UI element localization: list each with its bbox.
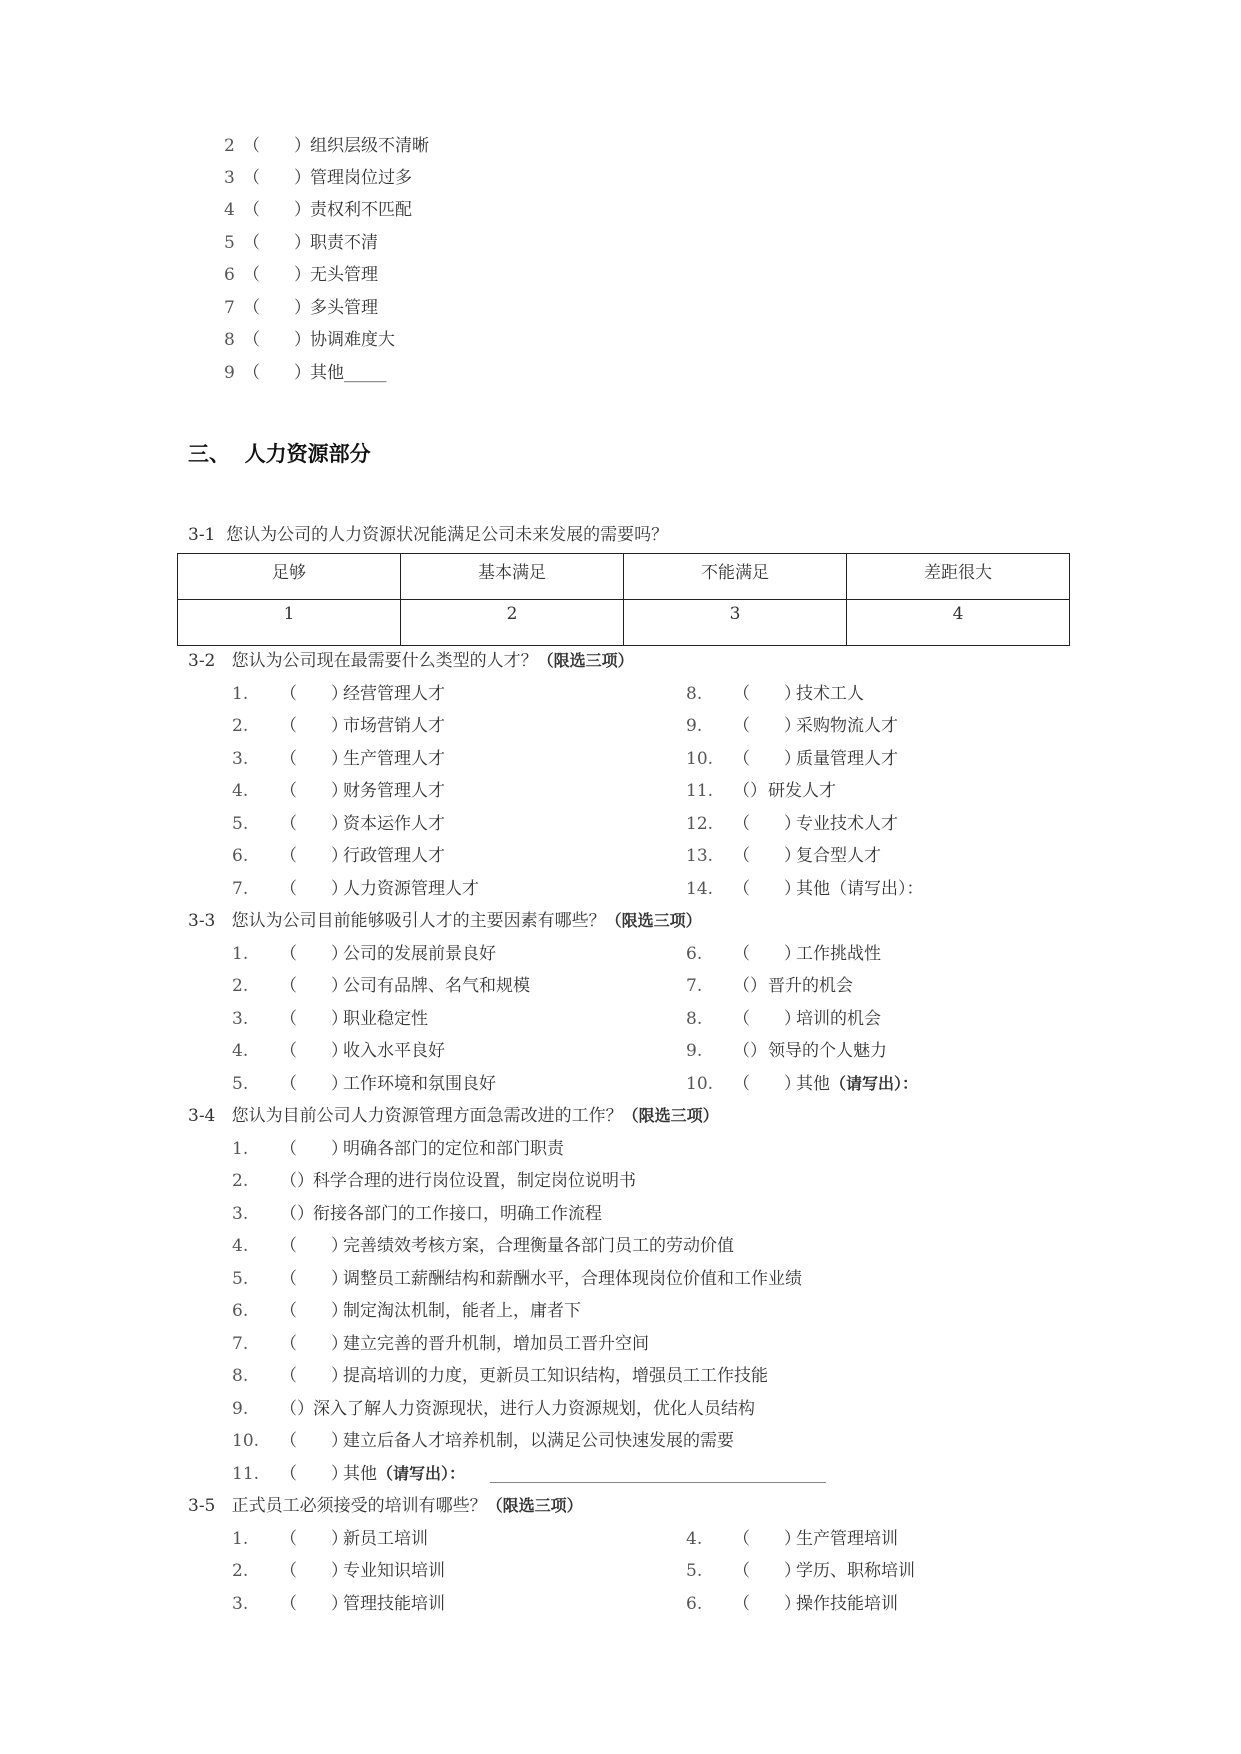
option-number: 5.	[232, 1074, 249, 1094]
checkbox-paren[interactable]: （ ）	[280, 1464, 348, 1484]
checkbox-paren[interactable]: （ ）	[280, 1529, 348, 1549]
option-text: 领导的个人魅力	[768, 1041, 887, 1061]
option-number: 2.	[232, 1171, 249, 1191]
option-text: 新员工培训	[343, 1529, 428, 1549]
option-text: 其他（请写出）：	[796, 879, 924, 899]
option-text: 收入水平良好	[343, 1041, 445, 1061]
option-number: 10.	[686, 749, 714, 769]
checkbox-paren[interactable]: （ ）	[733, 749, 801, 769]
checkbox-paren[interactable]: （ ）	[243, 200, 311, 220]
list-item-text: 管理岗位过多	[310, 168, 412, 188]
checkbox-paren[interactable]: （ ）	[280, 1366, 348, 1386]
checkbox-paren[interactable]: （ ）	[280, 781, 348, 801]
list-item-text: 其他_____	[310, 363, 387, 383]
option-number: 6.	[232, 1301, 249, 1321]
list-item-text: 责权利不匹配	[310, 200, 412, 220]
list-number: 8	[224, 330, 235, 350]
option-text: 生产管理培训	[796, 1529, 898, 1549]
option-text: 调整员工薪酬结构和薪酬水平，合理体现岗位价值和工作业绩	[343, 1269, 802, 1289]
option-text	[796, 1074, 918, 1094]
checkbox-paren[interactable]: （ ）	[280, 944, 348, 964]
option-number: 2.	[232, 1561, 249, 1581]
option-number: 5.	[232, 1269, 249, 1289]
checkbox-paren[interactable]: （ ）	[280, 1009, 348, 1029]
checkbox-paren[interactable]: （ ）	[243, 330, 311, 350]
list-item-text: 协调难度大	[310, 330, 395, 350]
limit-note: （限选三项）	[486, 1496, 583, 1515]
scale-header: 不能满足	[624, 554, 847, 600]
option-label: 其他	[343, 1464, 377, 1484]
checkbox-paren[interactable]: （ ）	[280, 1594, 348, 1614]
option-text: 财务管理人才	[343, 781, 445, 801]
option-number: 10.	[232, 1431, 260, 1451]
checkbox-paren[interactable]: （ ）	[733, 1074, 801, 1094]
checkbox-paren[interactable]: （ ）	[280, 1074, 348, 1094]
checkbox-paren[interactable]: （ ）	[280, 814, 348, 834]
option-text: 管理技能培训	[343, 1594, 445, 1614]
option-text: 衔接各部门的工作接口，明确工作流程	[313, 1204, 602, 1224]
option-number: 8.	[232, 1366, 249, 1386]
option-text: 建立后备人才培养机制，以满足公司快速发展的需要	[343, 1431, 734, 1451]
list-number: 6	[224, 265, 235, 285]
checkbox-paren[interactable]: （ ）	[733, 879, 801, 899]
option-text: 经营管理人才	[343, 684, 445, 704]
checkbox-paren[interactable]: （ ）	[733, 944, 801, 964]
checkbox-paren[interactable]: （）	[733, 781, 767, 801]
option-text: 工作环境和氛围良好	[343, 1074, 496, 1094]
option-text: 职业稳定性	[343, 1009, 428, 1029]
option-text: 明确各部门的定位和部门职责	[343, 1139, 564, 1159]
checkbox-paren[interactable]: （ ）	[280, 846, 348, 866]
checkbox-paren[interactable]: （ ）	[243, 363, 311, 383]
checkbox-paren[interactable]: （ ）	[280, 1236, 348, 1256]
option-text: 操作技能培训	[796, 1594, 898, 1614]
option-number: 3.	[232, 749, 249, 769]
list-number: 3	[224, 168, 235, 188]
option-number: 7.	[686, 976, 703, 996]
option-number: 13.	[686, 846, 714, 866]
option-number: 1.	[232, 1529, 249, 1549]
section-heading: 三、 人力资源部分	[188, 442, 371, 466]
option-text: 学历、职称培训	[796, 1561, 915, 1581]
option-number: 9.	[686, 1041, 703, 1061]
option-text: 工作挑战性	[796, 944, 881, 964]
option-number: 11.	[232, 1464, 260, 1484]
checkbox-paren[interactable]: （ ）	[280, 1561, 348, 1581]
question-3-3-label	[188, 911, 702, 931]
checkbox-paren[interactable]: （ ）	[280, 716, 348, 736]
question-text: 3-4 您认为目前公司人力资源管理方面急需改进的工作？	[188, 1106, 623, 1126]
scale-header: 差距很大	[847, 554, 1070, 600]
option-label: 其他	[796, 1074, 830, 1094]
checkbox-paren[interactable]: （ ）	[733, 1009, 801, 1029]
option-text: 专业知识培训	[343, 1561, 445, 1581]
question-text: 3-2 您认为公司现在最需要什么类型的人才？	[188, 651, 538, 671]
checkbox-paren[interactable]: （ ）	[733, 846, 801, 866]
option-number: 1.	[232, 944, 249, 964]
option-text: 行政管理人才	[343, 846, 445, 866]
option-text: 专业技术人才	[796, 814, 898, 834]
option-number: 4.	[232, 1236, 249, 1256]
list-number: 2	[224, 136, 235, 156]
checkbox-paren[interactable]: （ ）	[243, 298, 311, 318]
checkbox-paren[interactable]: （）	[733, 976, 767, 996]
option-text: 科学合理的进行岗位设置，制定岗位说明书	[313, 1171, 636, 1191]
option-number: 12.	[686, 814, 714, 834]
option-number: 10.	[686, 1074, 714, 1094]
question-text: 3-3 您认为公司目前能够吸引人才的主要因素有哪些？	[188, 911, 606, 931]
checkbox-paren[interactable]: （ ）	[280, 1041, 348, 1061]
option-text: 采购物流人才	[796, 716, 898, 736]
option-number: 7.	[232, 879, 249, 899]
option-text: 制定淘汰机制，能者上，庸者下	[343, 1301, 581, 1321]
option-text: 技术工人	[796, 684, 864, 704]
option-text: 质量管理人才	[796, 749, 898, 769]
option-number: 6.	[232, 846, 249, 866]
option-number: 5.	[232, 814, 249, 834]
checkbox-paren[interactable]: （ ）	[243, 168, 311, 188]
question-3-1-label: 3-1 您认为公司的人力资源状况能满足公司未来发展的需要吗？	[188, 525, 669, 545]
option-number: 3.	[232, 1594, 249, 1614]
list-item-text: 职责不清	[310, 233, 378, 253]
option-text: 提高培训的力度，更新员工知识结构，增强员工工作技能	[343, 1366, 768, 1386]
checkbox-paren[interactable]: （ ）	[280, 749, 348, 769]
checkbox-paren[interactable]: （ ）	[733, 684, 801, 704]
checkbox-paren[interactable]: （）	[733, 1041, 767, 1061]
scale-header: 基本满足	[401, 554, 624, 600]
checkbox-paren[interactable]: （ ）	[280, 1139, 348, 1159]
list-item-text: 组织层级不清晰	[310, 136, 429, 156]
checkbox-paren[interactable]: （ ）	[733, 814, 801, 834]
scale-option[interactable]: 4	[847, 600, 1070, 646]
limit-note: （限选三项）	[537, 651, 634, 670]
option-number: 1.	[232, 1139, 249, 1159]
checkbox-paren[interactable]: （ ）	[280, 684, 348, 704]
checkbox-paren[interactable]: （ ）	[280, 879, 348, 899]
scale-option[interactable]: 1	[178, 600, 401, 646]
option-number: 2.	[232, 716, 249, 736]
checkbox-paren[interactable]: （ ）	[243, 136, 311, 156]
list-number: 7	[224, 298, 235, 318]
checkbox-paren[interactable]: （ ）	[733, 1594, 801, 1614]
option-number: 4.	[686, 1529, 703, 1549]
write-in-note: （请写出）：	[377, 1464, 466, 1483]
option-text: 深入了解人力资源现状，进行人力资源规划，优化人员结构	[313, 1399, 755, 1419]
option-number: 11.	[686, 781, 714, 801]
option-number: 7.	[232, 1334, 249, 1354]
scale-option[interactable]: 3	[624, 600, 847, 646]
option-text: 人力资源管理人才	[343, 879, 479, 899]
option-text: 公司有品牌、名气和规模	[343, 976, 530, 996]
option-text: 资本运作人才	[343, 814, 445, 834]
rating-scale-table	[177, 553, 1070, 646]
scale-header: 足够	[178, 554, 401, 600]
option-text: 公司的发展前景良好	[343, 944, 496, 964]
checkbox-paren[interactable]: （ ）	[280, 976, 348, 996]
checkbox-paren[interactable]: （ ）	[280, 1431, 348, 1451]
option-text: 完善绩效考核方案，合理衡量各部门员工的劳动价值	[343, 1236, 734, 1256]
checkbox-paren[interactable]: （ ）	[280, 1269, 348, 1289]
checkbox-paren[interactable]: （ ）	[280, 1301, 348, 1321]
option-text: 生产管理人才	[343, 749, 445, 769]
list-number: 5	[224, 233, 235, 253]
checkbox-paren[interactable]: （）	[280, 1171, 314, 1191]
option-number: 8.	[686, 1009, 703, 1029]
option-number: 2.	[232, 976, 249, 996]
option-number: 1.	[232, 684, 249, 704]
option-number: 6.	[686, 944, 703, 964]
option-number: 9.	[232, 1399, 249, 1419]
option-number: 5.	[686, 1561, 703, 1581]
list-number: 4	[224, 200, 235, 220]
option-number: 3.	[232, 1204, 249, 1224]
limit-note: （限选三项）	[605, 911, 702, 930]
scale-option[interactable]: 2	[401, 600, 624, 646]
write-in-blank[interactable]: __________________________________________	[490, 1464, 826, 1483]
option-number: 14.	[686, 879, 714, 899]
list-number: 9	[224, 363, 235, 383]
option-number: 3.	[232, 1009, 249, 1029]
option-number: 4.	[232, 781, 249, 801]
question-3-4-label	[188, 1106, 719, 1126]
checkbox-paren[interactable]: （ ）	[733, 716, 801, 736]
option-number: 8.	[686, 684, 703, 704]
checkbox-paren[interactable]: （）	[280, 1204, 314, 1224]
write-in-note: （请写出）：	[830, 1074, 919, 1093]
checkbox-paren[interactable]: （）	[280, 1399, 314, 1419]
option-number: 6.	[686, 1594, 703, 1614]
option-number: 4.	[232, 1041, 249, 1061]
checkbox-paren[interactable]: （ ）	[243, 265, 311, 285]
option-text: 培训的机会	[796, 1009, 881, 1029]
option-text: 晋升的机会	[768, 976, 853, 996]
checkbox-paren[interactable]: （ ）	[243, 233, 311, 253]
checkbox-paren[interactable]: （ ）	[733, 1561, 801, 1581]
option-text	[343, 1464, 465, 1484]
option-text: 研发人才	[768, 781, 836, 801]
option-text: 复合型人才	[796, 846, 881, 866]
question-3-2-label	[188, 651, 634, 671]
list-item-text: 无头管理	[310, 265, 378, 285]
list-item-text: 多头管理	[310, 298, 378, 318]
question-3-5-label	[188, 1496, 583, 1516]
checkbox-paren[interactable]: （ ）	[733, 1529, 801, 1549]
option-text: 市场营销人才	[343, 716, 445, 736]
option-text: 建立完善的晋升机制，增加员工晋升空间	[343, 1334, 649, 1354]
question-text: 3-5 正式员工必须接受的培训有哪些？	[188, 1496, 487, 1516]
option-number: 9.	[686, 716, 703, 736]
limit-note: （限选三项）	[622, 1106, 719, 1125]
checkbox-paren[interactable]: （ ）	[280, 1334, 348, 1354]
